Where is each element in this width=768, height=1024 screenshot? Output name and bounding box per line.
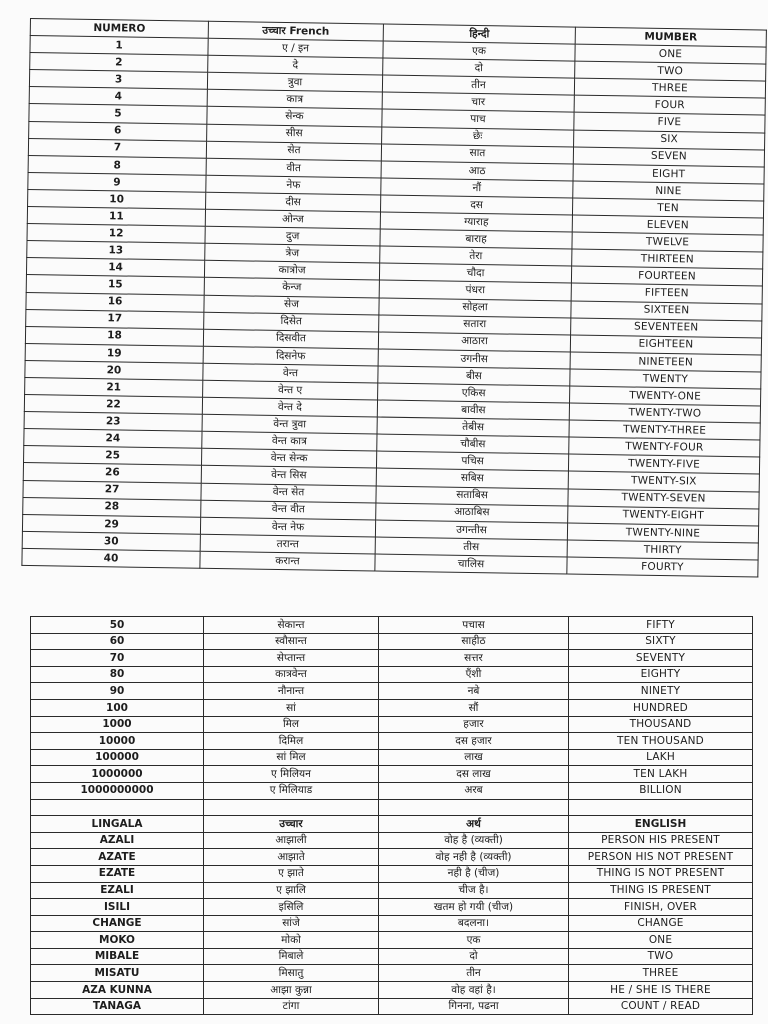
english-cell: FINISH, OVER <box>569 899 753 916</box>
french-pronunciation-cell: ए मिलियाड <box>204 782 379 799</box>
french-pronunciation-cell: दिसेत <box>204 312 379 332</box>
number-cell: 3 <box>29 70 207 90</box>
pronunciation-cell: ए झाते <box>204 865 379 882</box>
table-row <box>31 633 753 650</box>
english-cell: EIGHTY <box>569 666 753 683</box>
hindi-cell: तीन <box>382 75 574 95</box>
english-cell: THOUSAND <box>569 716 753 733</box>
number-cell: 15 <box>26 275 204 295</box>
number-cell: 1 <box>30 36 208 56</box>
number-cell: 1000 <box>31 716 204 733</box>
french-pronunciation-cell: वेन्त त्रुवा <box>202 414 377 434</box>
french-pronunciation-cell: वेन्त कात्र <box>202 432 377 452</box>
lingala-word-cell: MISATU <box>31 965 204 982</box>
table-row <box>31 982 753 999</box>
number-cell: 2 <box>30 53 208 73</box>
meaning-cell: नही है (चीज) <box>379 865 569 882</box>
meaning-cell: तीन <box>379 965 569 982</box>
number-cell: 24 <box>24 429 202 449</box>
lingala-word-cell: ISILI <box>31 899 204 916</box>
french-pronunciation-cell: वेन्त सेत <box>201 483 376 503</box>
french-pronunciation-cell: त्रुवा <box>207 73 382 93</box>
english-cell: TWENTY-SEVEN <box>568 489 759 509</box>
meaning-cell: वोह नही है (व्यक्ती) <box>379 849 569 866</box>
hindi-cell: बावीस <box>377 400 569 420</box>
english-cell: FOURTEEN <box>571 266 762 286</box>
hindi-cell: हजार <box>379 716 569 733</box>
pronunciation-cell: मिबाले <box>204 948 379 965</box>
french-pronunciation-cell: वेन्त वीत <box>201 500 376 520</box>
header-hindi: हिन्दी <box>383 24 575 44</box>
english-cell: TEN THOUSAND <box>569 733 753 750</box>
number-cell: 21 <box>25 377 203 397</box>
french-pronunciation-cell: करान्त <box>200 551 375 571</box>
hindi-cell: पाच <box>382 110 574 130</box>
hindi-cell: ग्याराह <box>380 212 572 232</box>
french-pronunciation-cell: ए मिलियन <box>204 766 379 783</box>
number-cell: 20 <box>25 360 203 380</box>
english-cell: TWO <box>575 61 766 81</box>
meaning-cell: एक <box>379 932 569 949</box>
table-row <box>31 849 753 866</box>
hindi-cell: एक <box>383 41 575 61</box>
hindi-cell: छेः <box>382 127 574 147</box>
french-pronunciation-cell: सेकान्त <box>204 617 379 634</box>
french-pronunciation-cell: सां <box>204 699 379 716</box>
french-pronunciation-cell: दे <box>208 55 383 75</box>
english-cell: HUNDRED <box>569 699 753 716</box>
number-cell: 50 <box>31 617 204 634</box>
english-cell: TWENTY-FIVE <box>568 454 759 474</box>
number-cell: 10000 <box>31 733 204 750</box>
number-cell: 25 <box>24 446 202 466</box>
french-pronunciation-cell: सां मिल <box>204 749 379 766</box>
english-cell: ONE <box>569 932 753 949</box>
hindi-cell: बाराह <box>380 229 572 249</box>
english-cell: BILLION <box>569 782 753 799</box>
english-cell: ONE <box>575 44 766 64</box>
hindi-cell: सात <box>381 144 573 164</box>
english-cell: THING IS PRESENT <box>569 882 753 899</box>
table-row <box>31 766 753 783</box>
meaning-cell: दो <box>379 948 569 965</box>
lingala-word-cell: AZALI <box>31 832 204 849</box>
hindi-cell: दस <box>380 195 572 215</box>
number-cell: 28 <box>23 497 201 517</box>
french-pronunciation-cell: सेत <box>206 141 381 161</box>
hindi-cell: आठारा <box>378 332 570 352</box>
table-row <box>31 965 753 982</box>
english-cell: ELEVEN <box>572 215 763 235</box>
pronunciation-cell: आझा कुन्ना <box>204 982 379 999</box>
number-cell: 13 <box>27 241 205 261</box>
pronunciation-cell: सांजे <box>204 915 379 932</box>
hindi-cell: सबिस <box>376 468 568 488</box>
hindi-cell: पचास <box>379 617 569 634</box>
lingala-word-cell: MOKO <box>31 932 204 949</box>
english-cell: NINETEEN <box>570 352 761 372</box>
blank-row <box>31 799 753 816</box>
table-row <box>31 782 753 799</box>
french-pronunciation-cell: वेन्त दे <box>202 397 377 417</box>
hindi-cell: सताबिस <box>376 486 568 506</box>
english-cell: THREE <box>574 78 765 98</box>
hindi-cell: बीस <box>378 366 570 386</box>
french-pronunciation-cell: सीस <box>207 124 382 144</box>
table-row <box>31 699 753 716</box>
french-pronunciation-cell: सेप्तान्त <box>204 650 379 667</box>
english-cell: COUNT / READ <box>569 998 753 1015</box>
table-row <box>31 948 753 965</box>
number-cell: 19 <box>25 343 203 363</box>
number-cell: 1000000000 <box>31 782 204 799</box>
table-row <box>31 998 753 1015</box>
number-cell: 23 <box>24 412 202 432</box>
english-cell: TWENTY-TWO <box>569 403 760 423</box>
french-pronunciation-cell: वेन्त सिस <box>201 466 376 486</box>
hindi-cell: सौं <box>379 699 569 716</box>
number-cell: 100 <box>31 699 204 716</box>
number-cell: 6 <box>29 121 207 141</box>
english-cell: EIGHTEEN <box>570 335 761 355</box>
header-english-lingala: ENGLISH <box>569 816 753 833</box>
french-pronunciation-cell: ओन्ज <box>205 209 380 229</box>
number-cell: 16 <box>26 292 204 312</box>
english-cell: THIRTY <box>567 540 758 560</box>
pronunciation-cell: मिसातु <box>204 965 379 982</box>
meaning-cell: वोह है (व्यक्ती) <box>379 832 569 849</box>
number-cell: 29 <box>22 514 200 534</box>
number-cell: 60 <box>31 633 204 650</box>
hindi-cell: एकिस <box>378 383 570 403</box>
number-cell: 30 <box>22 531 200 551</box>
french-pronunciation-cell: वेन्त <box>203 363 378 383</box>
english-cell: FIVE <box>574 113 765 133</box>
table-row <box>31 617 753 634</box>
number-cell: 80 <box>31 666 204 683</box>
pronunciation-cell: आझाली <box>204 832 379 849</box>
french-pronunciation-cell: कात्रवेन्त <box>204 666 379 683</box>
number-cell: 17 <box>26 309 204 329</box>
english-cell: FIFTEEN <box>571 283 762 303</box>
numbers-table <box>21 18 767 578</box>
english-cell: TEN LAKH <box>569 766 753 783</box>
french-pronunciation-cell: वेन्त नेफ <box>200 517 375 537</box>
number-cell: 22 <box>24 395 202 415</box>
header-meaning: अर्थ <box>379 816 569 833</box>
pronunciation-cell: इसिलि <box>204 899 379 916</box>
french-pronunciation-cell: सेज <box>204 295 379 315</box>
number-cell: 100000 <box>31 749 204 766</box>
hindi-cell: तेरा <box>380 246 572 266</box>
french-pronunciation-cell: दिमिल <box>204 733 379 750</box>
french-pronunciation-cell: तरान्त <box>200 534 375 554</box>
table-row <box>31 899 753 916</box>
hindi-cell: सत्तर <box>379 650 569 667</box>
hindi-cell: उगन्तीस <box>375 520 567 540</box>
hindi-cell: आठ <box>381 161 573 181</box>
number-cell: 10 <box>28 189 206 209</box>
french-pronunciation-cell: मिल <box>204 716 379 733</box>
english-cell: FOUR <box>574 95 765 115</box>
english-cell: TWENTY-NINE <box>567 523 758 543</box>
pronunciation-cell: ए झालि <box>204 882 379 899</box>
table-row <box>31 865 753 882</box>
english-cell: PERSON HIS PRESENT <box>569 832 753 849</box>
hindi-cell: नौं <box>381 178 573 198</box>
french-pronunciation-cell: दिसवीत <box>203 329 378 349</box>
header-french: उच्चार French <box>208 21 383 41</box>
number-cell: 18 <box>25 326 203 346</box>
french-pronunciation-cell: ए / इन <box>208 38 383 58</box>
english-cell: SEVENTEEN <box>571 318 762 338</box>
table-row <box>31 733 753 750</box>
lingala-word-cell: EZALI <box>31 882 204 899</box>
hindi-cell: नबे <box>379 683 569 700</box>
french-pronunciation-cell: वीत <box>206 158 381 178</box>
english-cell: SIXTY <box>569 633 753 650</box>
hindi-cell: चौदा <box>379 263 571 283</box>
french-pronunciation-cell: त्रेज <box>205 243 380 263</box>
english-cell: HE / SHE IS THERE <box>569 982 753 999</box>
header-numero: NUMERO <box>30 19 208 39</box>
table-row <box>31 683 753 700</box>
hindi-cell: चार <box>382 92 574 112</box>
lingala-table-header <box>31 816 753 833</box>
english-cell: LAKH <box>569 749 753 766</box>
english-cell: TWENTY-SIX <box>568 471 759 491</box>
french-pronunciation-cell: दीस <box>206 192 381 212</box>
hindi-cell: लाख <box>379 749 569 766</box>
english-cell: NINETY <box>569 683 753 700</box>
hindi-cell: तीस <box>375 537 567 557</box>
english-cell: TWENTY <box>570 369 761 389</box>
lingala-word-cell: AZATE <box>31 849 204 866</box>
hindi-cell: पंधरा <box>379 280 571 300</box>
english-cell: TWENTY-EIGHT <box>568 506 759 526</box>
english-cell: THING IS NOT PRESENT <box>569 865 753 882</box>
hindi-cell: सतारा <box>379 315 571 335</box>
hindi-cell: साहीठ <box>379 633 569 650</box>
meaning-cell: खतम हो गयी (चीज) <box>379 899 569 916</box>
english-cell: TWELVE <box>572 232 763 252</box>
pronunciation-cell: टांगा <box>204 998 379 1015</box>
hindi-cell: उगनीस <box>378 349 570 369</box>
number-cell: 5 <box>29 104 207 124</box>
french-pronunciation-cell: नेफ <box>206 175 381 195</box>
meaning-cell: बदलना। <box>379 915 569 932</box>
hindi-cell: सोहला <box>379 298 571 318</box>
hindi-cell: अरब <box>379 782 569 799</box>
number-cell: 8 <box>28 155 206 175</box>
table-row <box>31 915 753 932</box>
number-cell: 27 <box>23 480 201 500</box>
french-pronunciation-cell: दुज <box>205 226 380 246</box>
number-cell: 40 <box>22 548 200 568</box>
french-pronunciation-cell: वेन्त ए <box>203 380 378 400</box>
large-numbers-and-lingala-table <box>30 616 753 1015</box>
meaning-cell: गिनना, पढना <box>379 998 569 1015</box>
meaning-cell: वोह वहां है। <box>379 982 569 999</box>
number-cell: 1000000 <box>31 766 204 783</box>
lingala-word-cell: CHANGE <box>31 915 204 932</box>
table-row <box>31 882 753 899</box>
hindi-cell: आठाबिस <box>376 503 568 523</box>
french-pronunciation-cell: सेन्क <box>207 107 382 127</box>
number-cell: 70 <box>31 650 204 667</box>
header-lingala: LINGALA <box>31 816 204 833</box>
english-cell: EIGHT <box>573 164 764 184</box>
hindi-cell: चालिस <box>375 554 567 574</box>
number-cell: 12 <box>27 224 205 244</box>
hindi-cell: दो <box>383 58 575 78</box>
table-row <box>31 832 753 849</box>
english-cell: THIRTEEN <box>572 249 763 269</box>
number-cell: 11 <box>27 207 205 227</box>
hindi-cell: तेबीस <box>377 417 569 437</box>
english-cell: SIX <box>574 130 765 150</box>
english-cell: CHANGE <box>569 915 753 932</box>
lingala-word-cell: AZA KUNNA <box>31 982 204 999</box>
english-cell: FIFTY <box>569 617 753 634</box>
english-cell: TWENTY-ONE <box>570 386 761 406</box>
hindi-cell: दस लाख <box>379 766 569 783</box>
table-row <box>31 650 753 667</box>
hindi-cell: दस हजार <box>379 733 569 750</box>
number-cell: 7 <box>28 138 206 158</box>
meaning-cell: चीज है। <box>379 882 569 899</box>
pronunciation-cell: मोको <box>204 932 379 949</box>
english-cell: TWENTY-THREE <box>569 420 760 440</box>
english-cell: NINE <box>573 181 764 201</box>
lingala-word-cell: MIBALE <box>31 948 204 965</box>
number-cell: 9 <box>28 172 206 192</box>
number-cell: 14 <box>26 258 204 278</box>
english-cell: SIXTEEN <box>571 301 762 321</box>
french-pronunciation-cell: नौनान्त <box>204 683 379 700</box>
lingala-word-cell: TANAGA <box>31 998 204 1015</box>
french-pronunciation-cell: कात्र <box>207 90 382 110</box>
number-cell: 90 <box>31 683 204 700</box>
pronunciation-cell: आझाते <box>204 849 379 866</box>
number-cell: 26 <box>23 463 201 483</box>
english-cell: SEVEN <box>573 147 764 167</box>
english-cell: TEN <box>572 198 763 218</box>
english-cell: THREE <box>569 965 753 982</box>
english-cell: SEVENTY <box>569 650 753 667</box>
table-row <box>31 932 753 949</box>
header-english: MUMBER <box>575 27 766 47</box>
english-cell: FOURTY <box>567 557 758 577</box>
french-pronunciation-cell: केन्ज <box>204 278 379 298</box>
french-pronunciation-cell: दिसनेफ <box>203 346 378 366</box>
lingala-word-cell: EZATE <box>31 865 204 882</box>
english-cell: TWO <box>569 948 753 965</box>
english-cell: PERSON HIS NOT PRESENT <box>569 849 753 866</box>
number-cell: 4 <box>29 87 207 107</box>
english-cell: TWENTY-FOUR <box>569 437 760 457</box>
header-pronunciation: उच्चार <box>204 816 379 833</box>
hindi-cell: पचिस <box>376 451 568 471</box>
table-row <box>31 666 753 683</box>
hindi-cell: चौबीस <box>377 434 569 454</box>
french-pronunciation-cell: वेन्त सेन्क <box>201 449 376 469</box>
hindi-cell: ऍंशी <box>379 666 569 683</box>
french-pronunciation-cell: स्वौसान्त <box>204 633 379 650</box>
table-row <box>31 749 753 766</box>
table-row <box>31 716 753 733</box>
french-pronunciation-cell: कात्रोज <box>204 261 379 281</box>
